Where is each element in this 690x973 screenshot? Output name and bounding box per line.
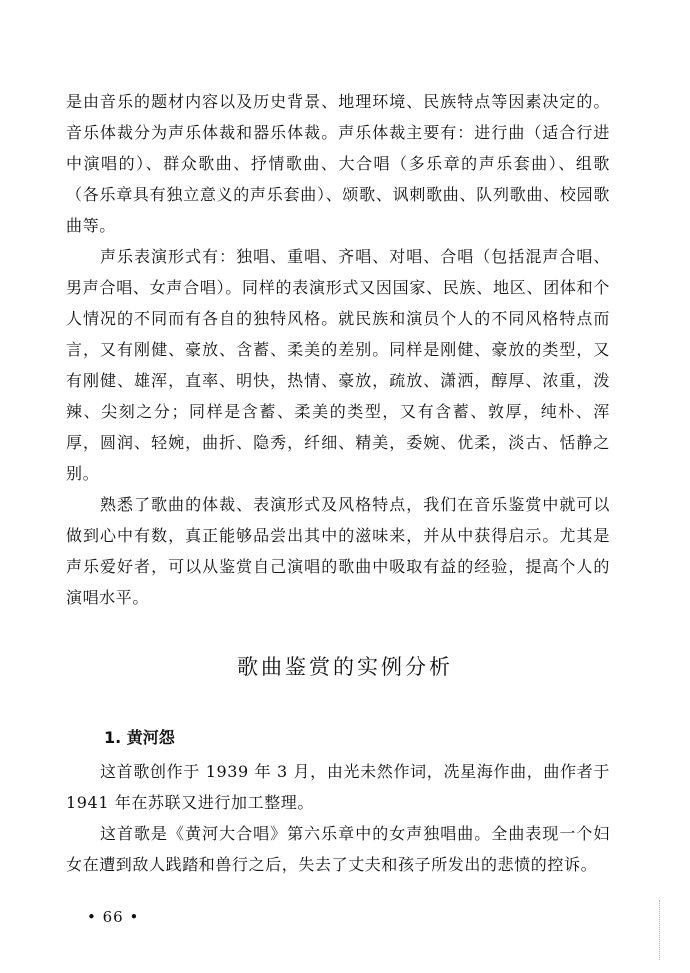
page-number: • 66 • bbox=[87, 908, 140, 926]
section-title: 歌曲鉴赏的实例分析 bbox=[237, 655, 453, 679]
paragraph-song-origin: 这首歌创作于 1939 年 3 月，由光未然作词，冼星海作曲，曲作者于 1941 年在苏联又进行加工整理。 bbox=[66, 762, 610, 812]
body-text-top bbox=[66, 86, 610, 613]
paragraph-genres: 是由音乐的题材内容以及历史背景、地理环境、民族特点等因素决定的。音乐体裁分为声乐体裁和器乐体裁。声乐体裁主要有：进行曲（适合行进中演唱的）、群众歌曲、抒情歌曲、大合唱（多乐章的声乐套曲）、组歌（各乐章具有独立意义的声乐套曲）、颂歌、讽刺歌曲、队列歌曲、校园歌曲等。 bbox=[66, 92, 610, 235]
paragraph-appreciation: 熟悉了歌曲的体裁、表演形式及风格特点，我们在音乐鉴赏中就可以做到心中有数，真正能够品尝出其中的滋味来，并从中获得启示。尤其是声乐爱好者，可以从鉴赏自己演唱的歌曲中吸取有益的经验，提高个人的演唱水平。 bbox=[66, 495, 610, 607]
paragraph-song-description: 这首歌是《黄河大合唱》第六乐章中的女声独唱曲。全曲表现一个妇女在遭到敌人践踏和兽行之后，失去了丈夫和孩子所发出的悲愤的控诉。 bbox=[66, 824, 610, 874]
scan-edge-marks bbox=[659, 900, 662, 960]
paragraph-performance-forms: 声乐表演形式有：独唱、重唱、齐唱、对唱、合唱（包括混声合唱、男声合唱、女声合唱）。同样的表演形式又因国家、民族、地区、团体和个人情况的不同而有各自的独特风格。就民族和演员个人的不同风格特点而言，又有刚健、豪放、含蓄、柔美的差别。同样是刚健、豪放的类型，又有刚健、雄浑，直率、明快，热情、豪放，疏放、潇洒，醇厚、浓重，泼辣、尖刻之分；同样是含蓄、柔美的类型，又有含蓄、敦厚，纯朴、浑厚，圆润、轻婉，曲折、隐秀，纤细、精美，委婉、优柔，淡古、恬静之别。 bbox=[66, 247, 610, 483]
body-text-bottom bbox=[66, 756, 610, 880]
song-heading: 1. 黄河怨 bbox=[104, 728, 175, 747]
